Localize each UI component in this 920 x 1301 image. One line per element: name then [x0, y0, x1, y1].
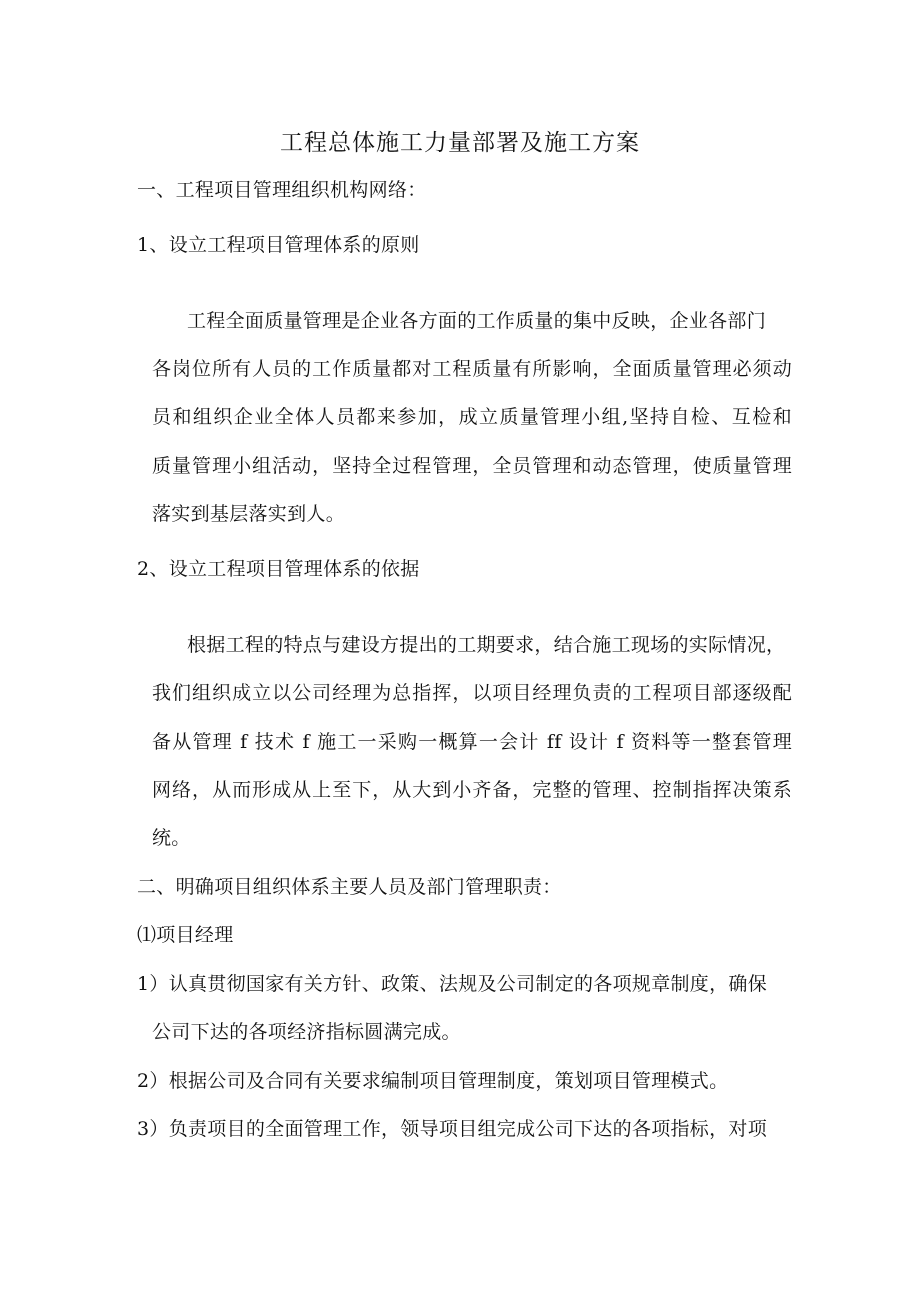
paragraph-line: 员和组织企业全体人员都来参加，成立质量管理小组,坚持自检、互检和 — [152, 406, 792, 428]
section2-heading: 二、明确项目组织体系主要人员及部门管理职责： — [137, 876, 562, 898]
list-item-line: 1）认真贯彻国家有关方针、政策、法规及公司制定的各项规章制度，确保 — [137, 973, 767, 995]
project-manager-heading: ⑴项目经理 — [137, 924, 234, 946]
subsection-basis-heading: 2、设立工程项目管理体系的依据 — [137, 558, 420, 580]
list-item-line: 3）负责项目的全面管理工作，领导项目组完成公司下达的各项指标，对项 — [137, 1118, 767, 1140]
paragraph-line: 落实到基层落实到人。 — [152, 503, 346, 525]
list-item-line: 公司下达的各项经济指标圆满完成。 — [152, 1021, 461, 1043]
paragraph-line: 各岗位所有人员的工作质量都对工程质量有所影响，全面质量管理必须动 — [152, 358, 792, 380]
paragraph-line: 工程全面质量管理是企业各方面的工作质量的集中反映，企业各部门 — [187, 310, 767, 332]
paragraph-line: 根据工程的特点与建设方提出的工期要求，结合施工现场的实际情况， — [187, 634, 786, 656]
document-title: 工程总体施工力量部署及施工方案 — [280, 130, 640, 156]
paragraph-line: 统。 — [152, 827, 191, 849]
section1-heading: 一、工程项目管理组织机构网络： — [137, 179, 427, 201]
list-item-line: 2）根据公司及合同有关要求编制项目管理制度，策划项目管理模式。 — [137, 1070, 729, 1092]
paragraph-line: 我们组织成立以公司经理为总指挥，以项目经理负责的工程项目部逐级配 — [152, 682, 792, 704]
paragraph-line: 备从管理 f 技术 f 施工一采购一概算一会计 ff 设计 f 资料等一整套管理 — [152, 731, 792, 753]
subsection-principle-heading: 1、设立工程项目管理体系的原则 — [137, 234, 420, 256]
paragraph-line: 网络，从而形成从上至下，从大到小齐备，完整的管理、控制指挥决策系 — [152, 779, 792, 801]
paragraph-line: 质量管理小组活动，坚持全过程管理，全员管理和动态管理，使质量管理 — [152, 455, 792, 477]
